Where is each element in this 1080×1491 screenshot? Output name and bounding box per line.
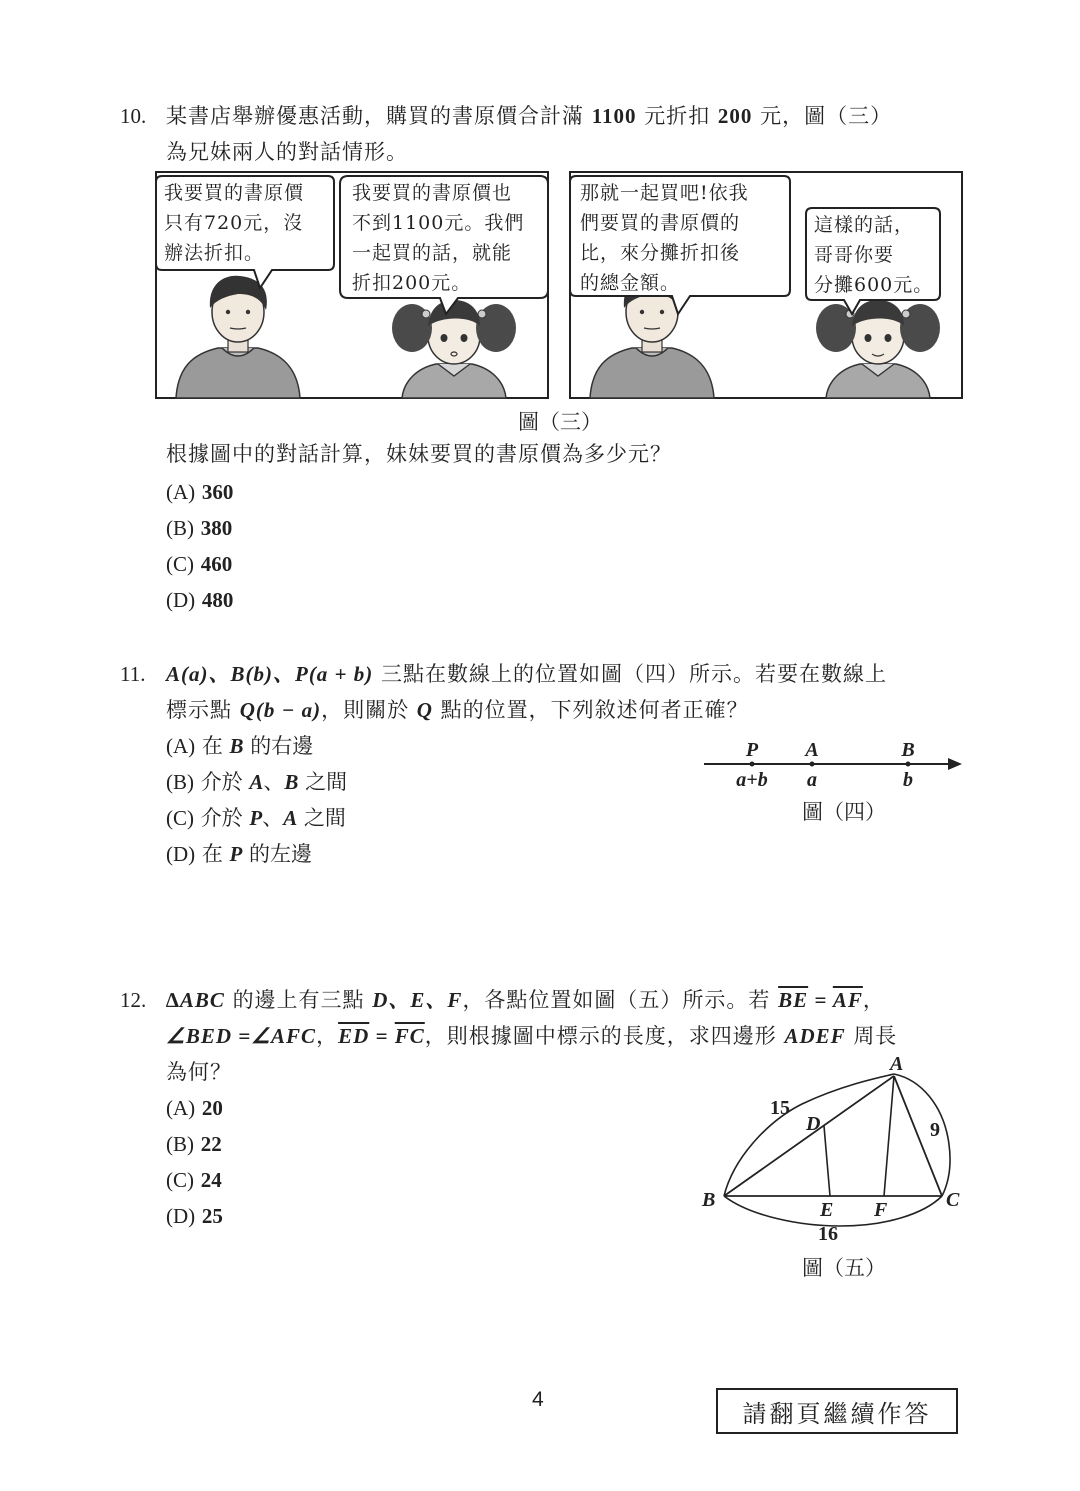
bubble-2-line: 一起買的話，就能 (352, 242, 513, 264)
choice-pre: 介於 (200, 770, 243, 794)
choice-post: 之間 (303, 806, 346, 830)
q12-stem-part1: 的邊上有三點 (232, 988, 365, 1012)
length-9-label: 9 (930, 1119, 940, 1141)
q12-math-triangle: ∆ABC (166, 988, 225, 1012)
q10-choice-b[interactable] (166, 510, 233, 546)
bubble-1-line: 只有720元，沒 (164, 212, 304, 234)
side-ab (724, 1076, 894, 1196)
q11-math-q2: Q (416, 698, 433, 722)
choice-label: (B) (166, 770, 194, 794)
point-a-value: a (807, 769, 817, 791)
q10-figure-caption: 圖（三） (518, 410, 602, 434)
choice-label: (D) (166, 842, 196, 866)
bubble-3-line: 那就一起買吧!依我 (580, 182, 749, 204)
number-line-arrowhead (948, 758, 962, 770)
choice-label: (B) (166, 1132, 194, 1156)
bubble-4-line: 這樣的話， (814, 214, 915, 236)
q12-number: 12. (120, 988, 147, 1012)
vertex-c-label: C (946, 1189, 960, 1211)
bubble-4-line: 分攤600元。 (814, 274, 934, 296)
choice-math: P (229, 842, 243, 866)
point-a-dot (810, 762, 815, 767)
choice-math: B (284, 770, 299, 794)
q11-choices (166, 728, 347, 872)
segment-af (884, 1076, 894, 1196)
q10-stem-part1: 某書店舉辦優惠活動，購買的書原價合計滿 (166, 104, 584, 128)
point-d-label: D (806, 1113, 821, 1135)
q10-amount-1100: 1100 (591, 104, 637, 128)
turn-page-text: 請翻頁繼續作答 (742, 1399, 932, 1428)
choice-math: A (249, 770, 264, 794)
q11-number-line-figure (700, 730, 970, 800)
q12-choice-a[interactable] (166, 1090, 223, 1126)
bubble-2-line: 折扣200元。 (352, 272, 472, 294)
point-b-label: B (901, 739, 915, 761)
q10-stem-part3: 元，圖（三） (760, 104, 893, 128)
choice-label: (D) (166, 588, 196, 612)
q12-choice-d[interactable] (166, 1198, 223, 1234)
speech-bubble-3-text (580, 178, 749, 298)
q12-math-def: D、E、F (372, 988, 463, 1012)
choice-value: 380 (200, 516, 233, 540)
choice-value: 360 (201, 480, 234, 504)
bubble-2-line: 我要買的書原價也 (352, 182, 513, 204)
choice-label: (A) (166, 1096, 196, 1120)
choice-sep: 、 (262, 806, 284, 830)
point-b-value: b (903, 769, 913, 791)
bubble-3-line: 們要買的書原價的 (580, 212, 741, 234)
q11-choice-d[interactable] (166, 836, 347, 872)
bubble-2-line: 不到1100元。我們 (352, 212, 525, 234)
bubble-4-line: 哥哥你要 (814, 244, 895, 266)
q12-stem-line1: ∆ABC 的邊上有三點 D、E、F，各點位置如圖（五）所示。若 $\overline{BE} = \overline{AF}$， (166, 988, 885, 1012)
q11-stem-part3: ，則關於 (321, 698, 410, 722)
point-b-dot (906, 762, 911, 767)
girl-character-right (816, 300, 940, 398)
q12-stem-part3: ，則根據圖中標示的長度，求四邊形 (424, 1024, 777, 1048)
point-a-label: A (805, 739, 819, 761)
q10-stem-line2: 為兄妹兩人的對話情形。 (166, 140, 408, 164)
q10-question: 根據圖中的對話計算，妹妹要買的書原價為多少元？ (166, 442, 672, 466)
q12-stem-line2: ∠BED =∠AFC，$\overline{ED} = \overline{FC}$，則根據圖中標示的長度，求四邊形 ADEF 周長 (166, 1024, 898, 1048)
choice-value: 480 (201, 588, 234, 612)
choice-math: B (229, 734, 244, 758)
q12-math-adef: ADEF (784, 1024, 846, 1048)
length-16-label: 16 (818, 1223, 838, 1245)
q11-math-q: Q(b − a) (239, 698, 322, 722)
choice-math: A (283, 806, 298, 830)
q12-choices (166, 1090, 223, 1234)
q10-amount-200: 200 (717, 104, 753, 128)
choice-post: 之間 (305, 770, 348, 794)
choice-math: P (249, 806, 263, 830)
q12-stem-part4: 周長 (853, 1024, 898, 1048)
speech-bubble-4-text (814, 210, 933, 300)
page-number: 4 (532, 1388, 544, 1411)
choice-value: 20 (201, 1096, 223, 1120)
bubble-3-line: 的總金額。 (580, 272, 681, 294)
q11-math-points: A(a)、B(b)、P(a + b) (166, 662, 374, 686)
choice-value: 25 (201, 1204, 223, 1228)
choice-label: (B) (166, 516, 194, 540)
q11-stem-line2 (166, 692, 749, 728)
bubble-3-line: 比，來分攤折扣後 (580, 242, 741, 264)
vertex-a-label: A (890, 1056, 904, 1075)
choice-label: (A) (166, 734, 196, 758)
choice-sep: 、 (263, 770, 285, 794)
q10-choice-d[interactable] (166, 582, 233, 618)
speech-bubble-2-text (352, 178, 524, 298)
q11-stem-line1 (166, 656, 976, 692)
q12-figure-caption: 圖（五） (802, 1256, 886, 1280)
point-p-label: P (745, 739, 759, 761)
length-15-label: 15 (770, 1097, 790, 1119)
choice-label: (C) (166, 806, 194, 830)
q11-choice-b[interactable] (166, 764, 347, 800)
q10-stem (166, 98, 966, 134)
q12-stem-line3: 為何？ (166, 1060, 232, 1084)
q10-number: 10. (120, 104, 147, 128)
girl-character-left (392, 300, 516, 398)
q10-choices (166, 474, 233, 618)
choice-pre: 介於 (200, 806, 243, 830)
q10-choice-a[interactable] (166, 474, 233, 510)
q11-choice-a[interactable] (166, 728, 347, 764)
bubble-1-line: 辦法折扣。 (164, 242, 265, 264)
q12-stem-part2: ，各點位置如圖（五）所示。若 (462, 988, 771, 1012)
bubble-1-line: 我要買的書原價 (164, 182, 305, 204)
point-p-value: a+b (736, 769, 768, 791)
q10-stem-part2: 元折扣 (644, 104, 711, 128)
speech-bubble-1-text (164, 178, 304, 268)
choice-label: (A) (166, 480, 196, 504)
choice-label: (D) (166, 1204, 196, 1228)
q11-stem-part2: 標示點 (166, 698, 232, 722)
q12-triangle-figure (690, 1056, 980, 1246)
q12-choice-b[interactable] (166, 1126, 223, 1162)
point-e-label: E (820, 1199, 834, 1221)
q12-choice-c[interactable] (166, 1162, 223, 1198)
q11-stem-part1: 三點在數線上的位置如圖（四）所示。若要在數線上 (380, 662, 887, 686)
q11-figure-caption: 圖（四） (802, 800, 886, 824)
point-p-dot (750, 762, 755, 767)
choice-pre: 在 (201, 734, 223, 758)
point-f-label: F (874, 1199, 888, 1221)
q12-math-angles: ∠BED =∠AFC (166, 1024, 317, 1048)
q12-math-ed-fc: $\overline{ED} = \overline{FC}$ (338, 1024, 425, 1048)
segment-ed (824, 1126, 830, 1196)
choice-label: (C) (166, 1168, 194, 1192)
choice-value: 22 (200, 1132, 222, 1156)
choice-pre: 在 (201, 842, 223, 866)
arc-ac (894, 1074, 950, 1196)
q12-math-be-af: $\overline{BE} = \overline{AF}$ (778, 988, 863, 1012)
choice-post: 的左邊 (249, 842, 313, 866)
vertex-b-label: B (702, 1189, 716, 1211)
choice-value: 24 (200, 1168, 222, 1192)
q11-number: 11. (120, 662, 146, 686)
q11-stem-part4: 點的位置，下列敘述何者正確？ (440, 698, 749, 722)
choice-value: 460 (200, 552, 233, 576)
q11-choice-c[interactable] (166, 800, 347, 836)
choice-label: (C) (166, 552, 194, 576)
q10-choice-c[interactable] (166, 546, 233, 582)
choice-post: 的右邊 (250, 734, 314, 758)
turn-page-box (716, 1388, 958, 1434)
